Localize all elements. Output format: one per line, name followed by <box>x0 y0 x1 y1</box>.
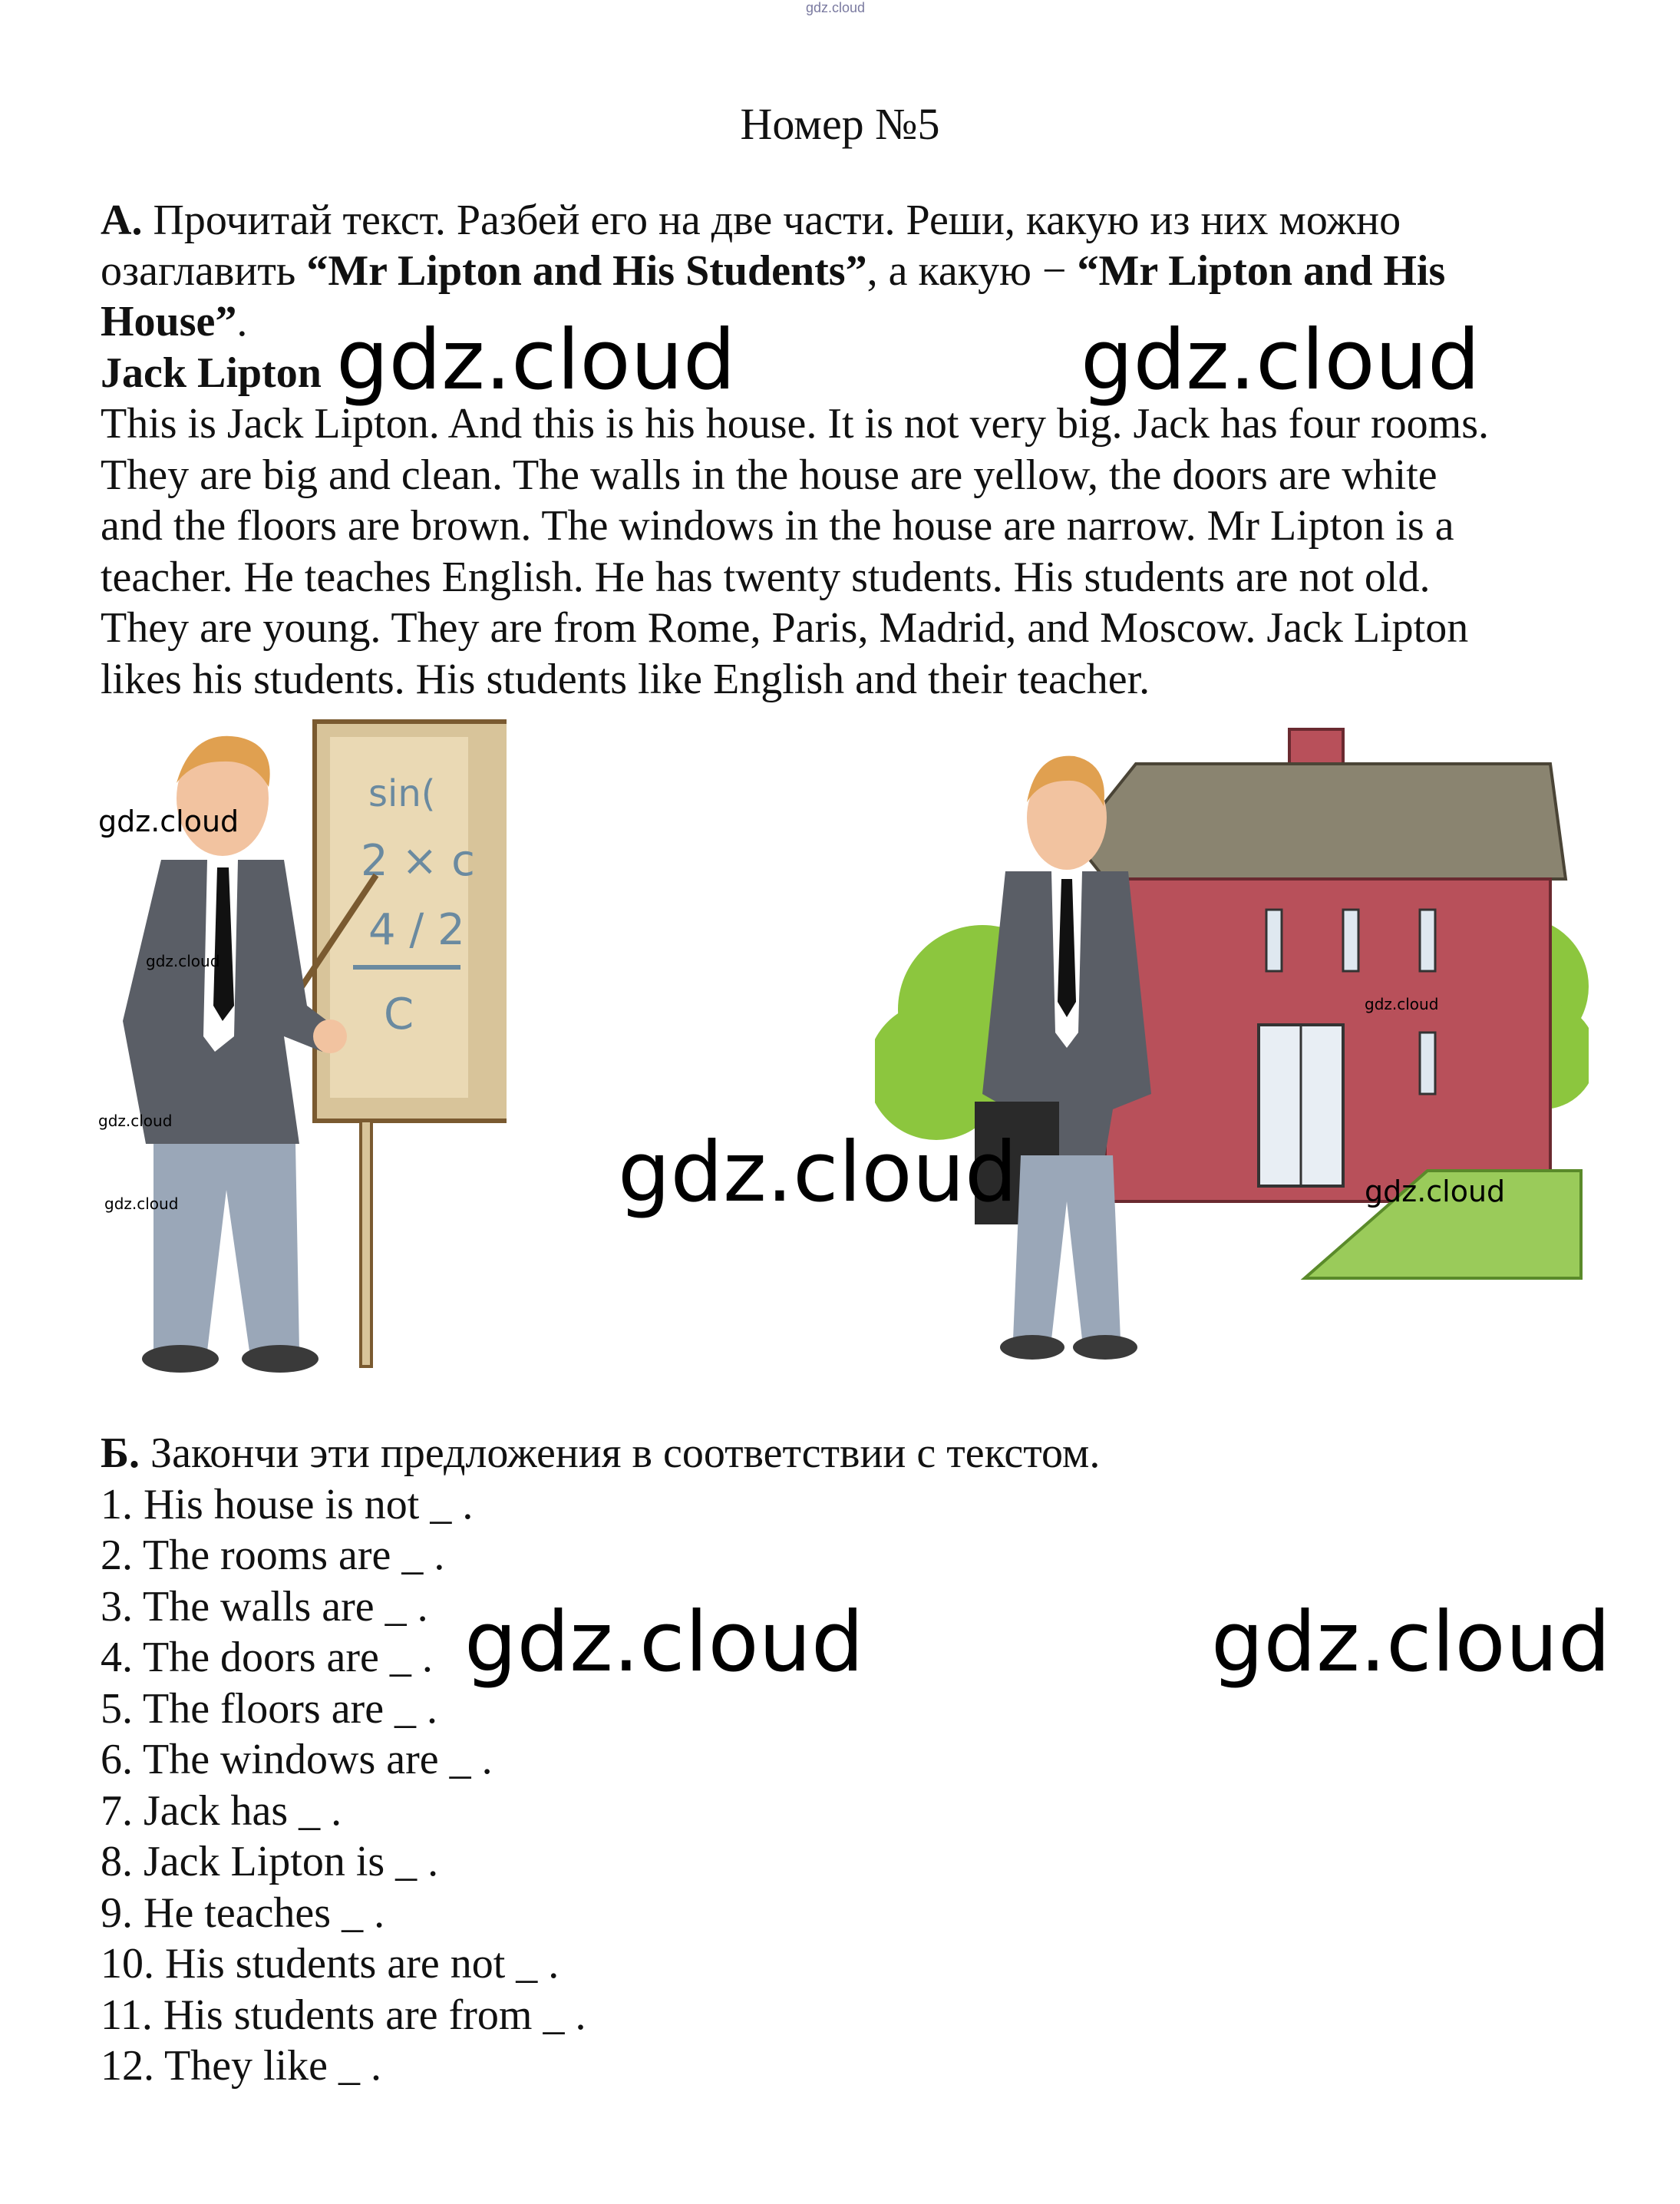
sentence-item: 8. Jack Lipton is _ . <box>101 1838 439 1885</box>
roof <box>1074 764 1566 879</box>
easel-leg <box>361 1121 371 1366</box>
instruction-prefix: озаглавить <box>101 247 307 295</box>
story-line: They are big and clean. The walls in the house are yellow, the doors are white <box>101 451 1437 499</box>
title-option-students: “Mr Lipton and His Students” <box>306 247 867 295</box>
task-b-instruction-text: Закончи эти предложения в соответствии с текстом. <box>140 1429 1101 1477</box>
sentence-item: 6. The windows are _ . <box>101 1736 493 1783</box>
story-line: teacher. He teaches English. He has twenty students. His students are not old. <box>101 553 1431 601</box>
instruction-middle: , а какую − <box>866 247 1078 295</box>
sentence-item: 9. He teaches _ . <box>101 1889 385 1937</box>
watermark: gdz.cloud <box>618 1125 1018 1221</box>
sentence-item: 4. The doors are _ . <box>101 1634 433 1681</box>
task-a-instruction-text: Прочитай текст. Разбей его на две части. Реши, какую из них можно <box>142 197 1401 244</box>
teacher-shoe <box>142 1345 219 1373</box>
sentence-item: 11. His students are from _ . <box>101 1991 586 2039</box>
watermark: gdz.cloud <box>1081 312 1480 408</box>
house-illustration <box>875 725 1589 1370</box>
sentence-item: 5. The floors are _ . <box>101 1685 438 1733</box>
watermark: gdz.cloud <box>104 1195 179 1213</box>
top-watermark: gdz.cloud <box>806 0 866 15</box>
task-b-letter: Б. <box>101 1429 140 1477</box>
teacher-hand <box>313 1019 347 1053</box>
title-option-house-part-1: “Mr Lipton and His <box>1077 247 1446 295</box>
sentence-item: 2. The rooms are _ . <box>101 1532 445 1579</box>
story-heading <box>101 348 322 399</box>
sentence-item: 7. Jack has _ . <box>101 1787 342 1835</box>
sentence-item: 12. They like _ . <box>101 2042 382 2090</box>
board-text: 4 / 2 <box>368 905 465 955</box>
story-line: They are young. They are from Rome, Paris, Madrid, and Moscow. Jack Lipton <box>101 604 1469 652</box>
window <box>1266 910 1282 971</box>
task-a-letter: А. <box>101 197 143 244</box>
sentence-item: 1. His house is not _ . <box>101 1481 474 1528</box>
watermark: gdz.cloud <box>464 1594 864 1690</box>
watermark: gdz.cloud <box>98 1112 173 1130</box>
story-line: and the floors are brown. The windows in the house are narrow. Mr Lipton is a <box>101 502 1454 550</box>
watermark: gdz.cloud <box>98 805 239 838</box>
story-line: likes his students. His students like English and their teacher. <box>101 656 1150 703</box>
sentence-item: 10. His students are not _ . <box>101 1940 559 1988</box>
board-text: C <box>384 990 414 1039</box>
teacher-shoe <box>242 1345 319 1373</box>
board-text: sin( <box>368 772 436 815</box>
board-text: 2 × c <box>361 836 475 886</box>
story-line: This is Jack Lipton. And this is his house. It is not very big. Jack has four rooms. <box>101 400 1489 448</box>
watermark: gdz.cloud <box>1365 1175 1506 1208</box>
window <box>1420 1033 1435 1094</box>
watermark: gdz.cloud <box>336 312 736 408</box>
task-b-instruction <box>101 1428 1100 1479</box>
instruction-period: . <box>236 298 248 345</box>
window <box>1420 910 1435 971</box>
watermark: gdz.cloud <box>1365 995 1439 1013</box>
task-a-instruction-line-1 <box>101 195 1401 246</box>
watermark: gdz.cloud <box>1211 1594 1611 1690</box>
man-trousers <box>1013 1155 1121 1340</box>
story-heading-text: Jack Lipton <box>101 349 322 397</box>
task-a-instruction-line-3 <box>101 296 247 348</box>
sentence-item: 3. The walls are _ . <box>101 1583 428 1631</box>
title-option-house-part-2: House” <box>101 298 237 345</box>
watermark: gdz.cloud <box>146 952 220 970</box>
teacher-trousers <box>153 1144 299 1351</box>
task-a-instruction-line-2 <box>101 246 1445 297</box>
man-shoe <box>1000 1335 1064 1360</box>
man-shoe <box>1073 1335 1137 1360</box>
page-title: Номер №5 <box>740 99 940 149</box>
window <box>1343 910 1358 971</box>
